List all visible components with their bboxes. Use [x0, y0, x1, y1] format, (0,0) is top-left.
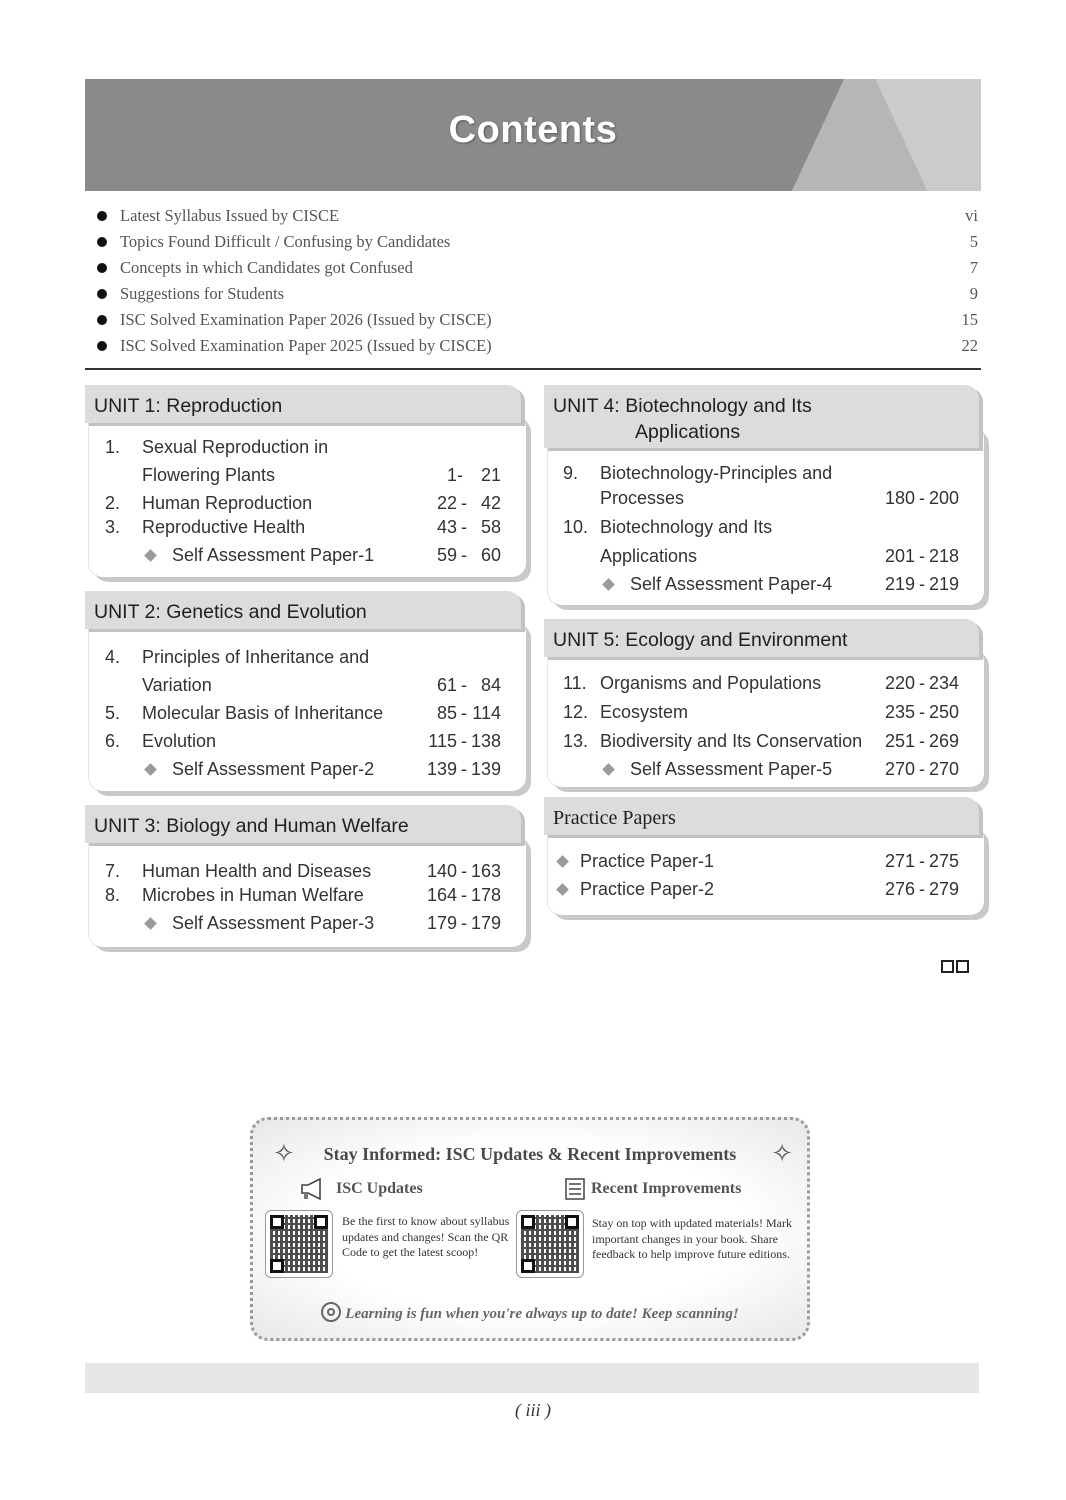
front-matter-list — [95, 205, 978, 361]
chapter-row[interactable] — [105, 861, 501, 883]
footer-bar — [85, 1363, 979, 1393]
front-matter-title: ISC Solved Examination Paper 2026 (Issued by CISCE) — [120, 310, 492, 329]
front-matter-title: Topics Found Difficult / Confusing by Candidates — [120, 232, 451, 251]
page-from: 179 — [426, 913, 457, 933]
chapter-number: 5. — [105, 703, 121, 723]
page-number: ( iii ) — [515, 1400, 551, 1420]
page-to: 179 — [471, 913, 502, 933]
page-dash: - — [461, 731, 467, 751]
front-matter-item[interactable] — [95, 257, 978, 283]
list-icon — [565, 1178, 585, 1205]
page-to: 250 — [929, 702, 960, 722]
page-dash: - — [461, 545, 467, 565]
page-from: 115 — [428, 731, 457, 751]
chapter-number: 9. — [563, 463, 579, 483]
chapter-row[interactable] — [563, 673, 959, 695]
info-footer — [253, 1302, 807, 1323]
updates-text: Be the first to know about syllabus updates and changes! Scan the QR Code to get the latest scoop! — [342, 1214, 510, 1259]
page-to: 21 — [480, 465, 501, 485]
assessment-title: Self Assessment Paper-3 — [172, 913, 375, 933]
page-from: 251 — [884, 731, 915, 751]
chapter-title: Molecular Basis of Inheritance — [142, 703, 384, 723]
chapter-row[interactable] — [563, 731, 959, 753]
page-dash: - — [919, 673, 925, 693]
page-from: 22 — [436, 493, 457, 513]
unit-header — [85, 591, 521, 629]
page-to: 178 — [471, 885, 502, 905]
page-to: 84 — [480, 675, 501, 695]
page-dash: - — [919, 731, 925, 751]
assessment-row[interactable] — [105, 759, 501, 781]
page-to: 270 — [929, 759, 960, 779]
front-matter-item[interactable] — [95, 309, 978, 335]
chapter-title: Evolution — [142, 731, 217, 751]
chapter-number: 2. — [105, 493, 121, 513]
unit-title: UNIT 5: Ecology and Environment — [553, 629, 848, 651]
page-dash: - — [461, 861, 467, 881]
page-dash: - — [919, 759, 925, 779]
chapter-number: 8. — [105, 885, 121, 905]
diamond-bullet-icon — [144, 763, 157, 776]
chapter-title: Reproductive Health — [142, 517, 306, 537]
diamond-bullet-icon — [144, 549, 157, 562]
chapter-title: Principles of Inheritance and — [142, 647, 370, 667]
front-matter-page: 15 — [961, 310, 978, 329]
assessment-title: Self Assessment Paper-4 — [630, 574, 833, 594]
unit-3-box — [85, 805, 520, 941]
page-to: 234 — [929, 673, 960, 693]
page-dash: - — [919, 488, 925, 508]
assessment-title: Self Assessment Paper-2 — [172, 759, 375, 779]
page-to: 163 — [471, 861, 502, 881]
end-mark — [941, 960, 971, 978]
diamond-bullet-icon — [602, 578, 615, 591]
page-title: Contents — [448, 109, 618, 151]
chapter-row[interactable] — [105, 493, 501, 515]
chapter-row[interactable] — [105, 437, 501, 487]
page-from: 220 — [884, 673, 915, 693]
page-from: 271 — [884, 851, 915, 871]
page-from: 140 — [426, 861, 457, 881]
page-from: 139 — [426, 759, 457, 779]
info-footer-text: Learning is fun when you're always up to date! Keep scanning! — [345, 1306, 739, 1322]
page-from: 270 — [884, 759, 915, 779]
front-matter-item[interactable] — [95, 283, 978, 309]
page-to: 114 — [472, 703, 501, 723]
unit-header — [544, 385, 979, 448]
front-matter-title: ISC Solved Examination Paper 2025 (Issued by CISCE) — [120, 336, 492, 355]
chapter-number: 10. — [563, 517, 589, 537]
chapter-number: 13. — [563, 731, 589, 751]
chapter-row[interactable] — [105, 517, 501, 539]
page-to: 58 — [480, 517, 501, 537]
unit-header — [85, 805, 521, 843]
page-from: 59 — [436, 545, 457, 565]
qr-code-improvements[interactable] — [516, 1210, 584, 1278]
unit-title: UNIT 1: Reproduction — [94, 395, 283, 417]
unit-title: UNIT 3: Biology and Human Welfare — [94, 815, 409, 837]
chapter-number: 7. — [105, 861, 121, 881]
chapter-title-cont: Variation — [142, 675, 212, 695]
page-from: 164 — [426, 885, 457, 905]
front-matter-title: Suggestions for Students — [120, 284, 285, 303]
page-from: 43 — [436, 517, 457, 537]
page-to: 60 — [480, 545, 501, 565]
page-to: 138 — [471, 731, 502, 751]
unit-title: Practice Papers — [553, 807, 676, 829]
chapter-title: Ecosystem — [600, 702, 689, 722]
page-dash: - — [461, 493, 467, 513]
bullet-icon — [97, 289, 107, 299]
chapter-row[interactable] — [563, 517, 959, 567]
qr-code-updates[interactable] — [265, 1210, 333, 1278]
chapter-title-cont: Flowering Plants — [142, 465, 276, 485]
chapter-row[interactable] — [105, 885, 501, 907]
unit-5-box — [544, 619, 978, 781]
page-dash: - — [461, 517, 467, 537]
chapter-title: Biotechnology-Principles and — [600, 463, 833, 483]
practice-row[interactable] — [554, 851, 959, 873]
diamond-bullet-icon — [144, 917, 157, 930]
chapter-number: 4. — [105, 647, 121, 667]
front-matter-page: 9 — [969, 284, 978, 303]
chapter-row[interactable] — [563, 463, 959, 513]
chapter-number: 3. — [105, 517, 121, 537]
unit-title: UNIT 2: Genetics and Evolution — [94, 601, 367, 623]
page-from: 219 — [884, 574, 915, 594]
chapter-title: Sexual Reproduction in — [142, 437, 329, 457]
divider — [85, 368, 981, 370]
chapter-row[interactable] — [105, 731, 501, 753]
page-dash: - — [461, 885, 467, 905]
sparkle-icon: ✧ — [273, 1138, 295, 1168]
chapter-row[interactable] — [105, 703, 501, 725]
assessment-title: Self Assessment Paper-1 — [172, 545, 375, 565]
page-to: 200 — [929, 488, 960, 508]
page-from: 201 — [884, 546, 915, 566]
page-to: 269 — [929, 731, 960, 751]
chapter-number: 1. — [105, 437, 121, 457]
diamond-bullet-icon — [556, 855, 569, 868]
chapter-row[interactable] — [563, 702, 959, 724]
page-to: 279 — [929, 879, 960, 899]
page-dash: - — [461, 703, 467, 723]
page-from: 85 — [436, 703, 457, 723]
bullet-icon — [97, 341, 107, 351]
assessment-row[interactable] — [105, 913, 501, 935]
page-from: 61 — [436, 675, 457, 695]
improvements-label: Recent Improvements — [591, 1180, 742, 1197]
chapter-row[interactable] — [105, 647, 501, 697]
page-from: 276 — [884, 879, 915, 899]
chapter-number: 6. — [105, 731, 121, 751]
contents-banner — [85, 79, 981, 191]
bullet-icon — [97, 237, 107, 247]
assessment-row[interactable] — [563, 759, 959, 781]
unit-header — [544, 619, 979, 657]
chapter-title-cont: Applications — [600, 546, 698, 566]
page-dash: - — [919, 851, 925, 871]
unit-header — [544, 797, 979, 835]
page-dash: - — [461, 759, 467, 779]
front-matter-page: 5 — [969, 232, 978, 251]
sparkle-icon: ✧ — [771, 1138, 793, 1168]
megaphone-icon — [300, 1178, 328, 1205]
chapter-title: Biodiversity and Its Conservation — [600, 731, 863, 751]
practice-row[interactable] — [554, 879, 959, 901]
page-to: 218 — [929, 546, 960, 566]
page-to: 275 — [929, 851, 960, 871]
chapter-title: Human Health and Diseases — [142, 861, 372, 881]
front-matter-item[interactable] — [95, 335, 978, 361]
page-dash: - — [457, 465, 463, 485]
page-dash: - — [461, 675, 467, 695]
page-dash: - — [919, 879, 925, 899]
assessment-row[interactable] — [563, 574, 959, 596]
chapter-title: Microbes in Human Welfare — [142, 885, 364, 905]
page-dash: - — [919, 546, 925, 566]
front-matter-item[interactable] — [95, 231, 978, 257]
assessment-title: Self Assessment Paper-5 — [630, 759, 833, 779]
chapter-title-cont: Processes — [600, 488, 685, 508]
bullet-icon — [97, 263, 107, 273]
page-dash: - — [461, 913, 467, 933]
assessment-row[interactable] — [105, 545, 501, 567]
chapter-title: Biotechnology and Its — [600, 517, 773, 537]
front-matter-page: 22 — [961, 336, 978, 355]
practice-title: Practice Paper-2 — [580, 879, 715, 899]
page-to: 42 — [480, 493, 501, 513]
front-matter-title: Concepts in which Candidates got Confused — [120, 258, 413, 277]
page-to: 139 — [471, 759, 502, 779]
unit-title-cont: Applications — [635, 421, 741, 443]
front-matter-page: vi — [965, 206, 978, 225]
unit-1-box — [85, 385, 520, 571]
chapter-title: Organisms and Populations — [600, 673, 822, 693]
unit-2-box — [85, 591, 520, 785]
bullet-icon — [97, 211, 107, 221]
info-box — [250, 1117, 810, 1341]
improvements-text: Stay on top with updated materials! Mark important changes in your book. Share feedback to help improve future editions. — [592, 1216, 792, 1261]
page-dash: - — [919, 574, 925, 594]
chapter-number: 12. — [563, 702, 589, 722]
diamond-bullet-icon — [602, 763, 615, 776]
bullet-icon — [97, 315, 107, 325]
front-matter-item[interactable] — [95, 205, 978, 231]
page-from: 180 — [884, 488, 915, 508]
front-matter-page: 7 — [969, 258, 978, 277]
page-from: 1 — [446, 465, 457, 485]
practice-title: Practice Paper-1 — [580, 851, 715, 871]
page-dash: - — [919, 702, 925, 722]
target-icon — [321, 1302, 341, 1322]
practice-papers-box — [544, 797, 978, 909]
unit-title: UNIT 4: Biotechnology and Its — [553, 395, 812, 417]
page-from: 235 — [884, 702, 915, 722]
chapter-title: Human Reproduction — [142, 493, 313, 513]
unit-header — [85, 385, 521, 423]
diamond-bullet-icon — [556, 883, 569, 896]
chapter-number: 11. — [563, 673, 587, 693]
info-title: Stay Informed: ISC Updates & Recent Improvements — [323, 1144, 737, 1164]
updates-label: ISC Updates — [336, 1180, 423, 1197]
unit-4-box — [544, 385, 978, 599]
page-to: 219 — [929, 574, 960, 594]
front-matter-title: Latest Syllabus Issued by CISCE — [120, 206, 340, 225]
